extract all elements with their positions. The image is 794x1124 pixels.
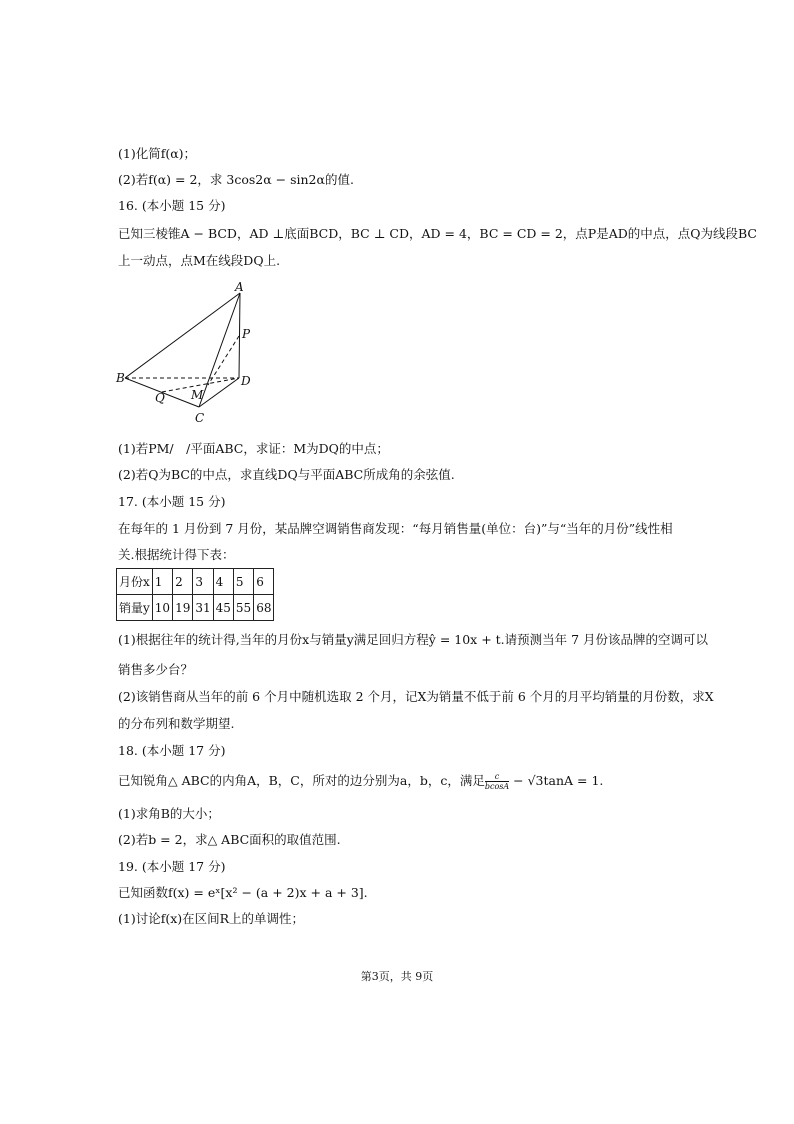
q16-header: 16. (本小题 15 分) (118, 198, 226, 213)
label-p: P (242, 327, 251, 341)
edge-ab (125, 293, 240, 378)
table-cell: 2 (173, 569, 193, 595)
q18-part2: (2)若b = 2，求△ ABC面积的取值范围. (118, 832, 341, 847)
q16-stem-line1: 已知三棱锥A − BCD，AD ⊥底面BCD，BC ⊥ CD，AD = 4，BC = CD = 2，点P是AD的中点，点Q为线段BC (118, 226, 757, 241)
q19-stem: 已知函数f(x) = eˣ[x² − (a + 2)x + a + 3]. (118, 885, 368, 900)
q19-header: 19. (本小题 17 分) (118, 859, 226, 874)
table-cell: 19 (173, 595, 193, 621)
table-row (117, 595, 274, 621)
fraction-denominator: bcosA (484, 782, 510, 791)
table-cell: 3 (193, 569, 213, 595)
tetrahedron-figure (115, 280, 265, 430)
table-cell: 45 (213, 595, 233, 621)
q17-part2-line1: (2)该销售商从当年的前 6 个月中随机选取 2 个月，记X为销量不低于前 6 个月的月平均销量的月份数，求X (118, 689, 714, 704)
q18-header: 18. (本小题 17 分) (118, 743, 226, 758)
q17-header: 17. (本小题 15 分) (118, 494, 226, 509)
table-cell: 4 (213, 569, 233, 595)
edge-ac (199, 293, 240, 407)
table-cell: 销量y (117, 595, 153, 621)
label-c: C (195, 411, 205, 425)
q16-part2: (2)若Q为BC的中点，求直线DQ与平面ABC所成角的余弦值. (118, 467, 455, 482)
q15-part2: (2)若f(α) = 2，求 3cos2α − sin2α的值. (118, 172, 354, 187)
q18-fraction (485, 772, 509, 791)
label-b: B (116, 371, 125, 385)
table-cell: 10 (152, 595, 172, 621)
q17-part2-line2: 的分布列和数学期望. (118, 716, 235, 731)
q18-stem-text: 已知锐角△ ABC的内角A，B，C，所对的边分别为a，b，c，满足 (118, 773, 485, 788)
table-cell: 1 (152, 569, 172, 595)
q17-stem-line2: 关.根据统计得下表： (118, 547, 235, 562)
sales-table (116, 568, 274, 621)
label-a: A (235, 280, 244, 294)
q16-part1: (1)若PM/ /平面ABC，求证：M为DQ的中点； (118, 441, 389, 456)
q18-part1: (1)求角B的大小； (118, 806, 220, 821)
label-q: Q (155, 391, 165, 405)
table-cell: 31 (193, 595, 213, 621)
table-row (117, 569, 274, 595)
fraction-numerator: c (485, 772, 509, 782)
q17-stem-line1: 在每年的 1 月份到 7 月份，某品牌空调销售商发现：“每月销售量(单位：台)”与“当年的月份”线性相 (118, 521, 673, 536)
table-cell: 5 (233, 569, 253, 595)
page-footer: 第3页，共 9页 (360, 970, 434, 983)
label-d: D (241, 374, 251, 388)
table-cell: 月份x (117, 569, 153, 595)
q16-stem-line2: 上一动点，点M在线段DQ上. (118, 253, 281, 268)
table-cell: 55 (233, 595, 253, 621)
table-cell: 68 (254, 595, 274, 621)
q15-part1: (1)化简f(α)； (118, 146, 197, 161)
table-cell: 6 (254, 569, 274, 595)
q18-stem (118, 772, 603, 791)
q17-part1-line1: (1)根据往年的统计得,当年的月份x与销量y满足回归方程ŷ = 10x + t.请预测当年 7 月份该品牌的空调可以 (118, 632, 709, 647)
q19-part1: (1)讨论f(x)在区间R上的单调性； (118, 911, 305, 926)
q17-part1-line2: 销售多少台？ (118, 662, 194, 677)
edge-cd (199, 378, 239, 407)
edge-ad (239, 293, 240, 378)
label-m: M (191, 388, 204, 402)
q18-stem-tail: − √3tanA = 1. (509, 773, 604, 788)
